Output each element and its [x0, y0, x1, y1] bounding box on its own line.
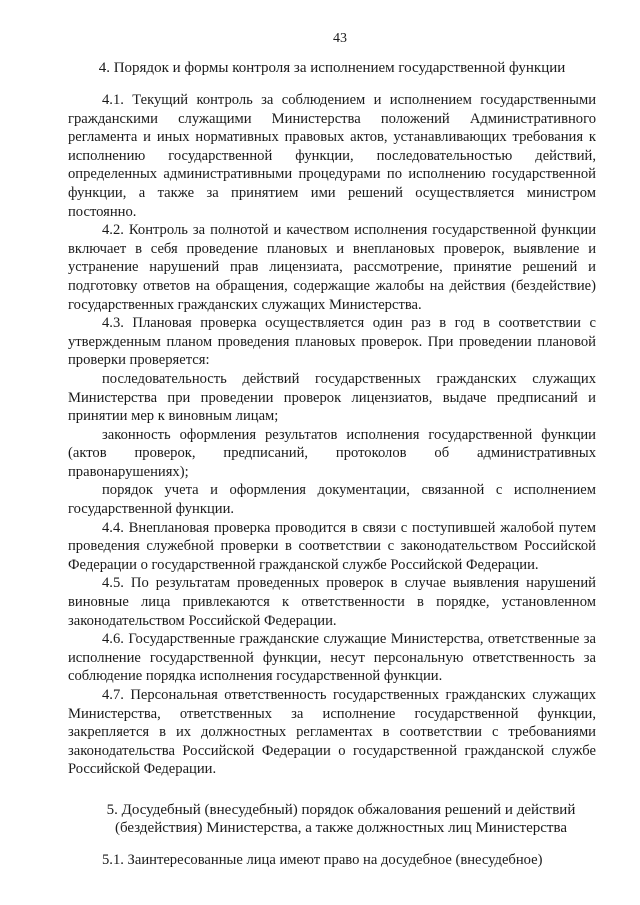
document-page: [68, 30, 596, 870]
list-item-legality: законность оформления результатов исполнения государственной функции (актов проверок, предписаний, протоколов об административных правонарушениях);: [68, 426, 596, 480]
section-4-heading: 4. Порядок и формы контроля за исполнением государственной функции: [98, 60, 566, 76]
paragraph-4-3: 4.3. Плановая проверка осуществляется один раз в год в соответствии с утвержденным планом проведения плановых проверок. При проведении плановой проверки проверяется:: [68, 315, 596, 369]
section-5-heading: 5. Досудебный (внесудебный) порядок обжалования решений и действий (бездействия) Министерства, а также должностных лиц Министерства: [106, 801, 576, 836]
section-4-body: [68, 91, 596, 779]
paragraph-4-6: 4.6. Государственные гражданские служащие Министерства, ответственные за исполнение государственной функции, несут персональную ответственность за соблюдение порядка исполнения государственной функции.: [68, 631, 596, 685]
section-5-body: [68, 851, 596, 870]
list-item-records: порядок учета и оформления документации, связанной с исполнением государственной функции.: [68, 482, 596, 518]
paragraph-4-5: 4.5. По результатам проведенных проверок в случае выявления нарушений виновные лица привлекаются к ответственности в порядке, установленном законодательством Российской Федерации.: [68, 575, 596, 629]
page-number: 43: [333, 31, 347, 46]
paragraph-5-1: 5.1. Заинтересованные лица имеют право на досудебное (внесудебное): [102, 851, 543, 868]
paragraph-4-1: 4.1. Текущий контроль за соблюдением и исполнением государственными гражданскими служащими Министерства положений Административного регламента и иных нормативных правовых актов, устанавливающих требования к исполнению государственной функции, последовательностью действий, определенных административными процедурами по исполнению государственной функции, а также за принятием ими решений осуществляется министром постоянно.: [68, 92, 596, 220]
paragraph-4-7: 4.7. Персональная ответственность государственных гражданских служащих Министерства, ответственных за исполнение государственной функции, закрепляется в их должностных регламентах в соответствии с требованиями законодательства Российской Федерации о государственной гражданской службе Российской Федерации.: [68, 687, 596, 778]
paragraph-4-4: 4.4. Внеплановая проверка проводится в связи с поступившей жалобой путем проведения служебной проверки в соответствии с законодательством Российской Федерации о государственной гражданской службе Российской Федерации.: [68, 519, 596, 573]
paragraph-4-2: 4.2. Контроль за полнотой и качеством исполнения государственной функции включает в себя проведение плановых и внеплановых проверок, выявление и устранение нарушений прав лицензиата, рассмотрение, принятие решений и подготовку ответов на обращения, содержащие жалобы на действия (бездействие) государственных гражданских служащих Министерства.: [68, 222, 596, 313]
list-item-sequence: последовательность действий государственных гражданских служащих Министерства при проведении проверок лицензиатов, выдаче предписаний и принятии мер к виновным лицам;: [68, 370, 596, 425]
